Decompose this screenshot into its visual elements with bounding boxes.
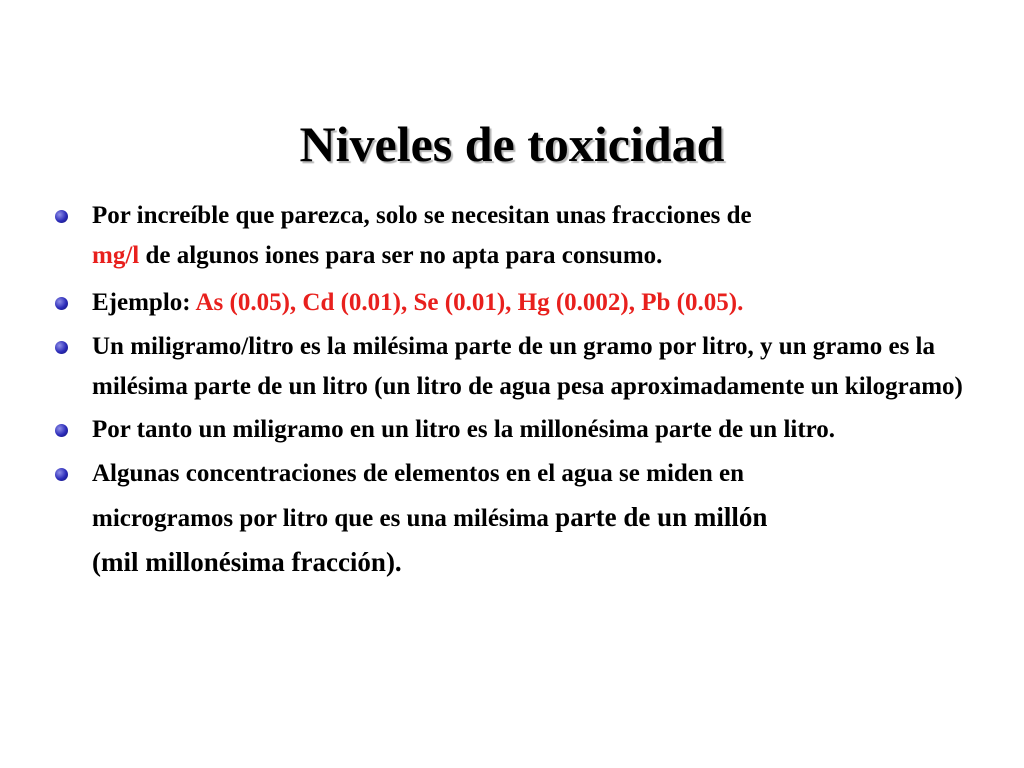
highlight-unit: mg/l bbox=[92, 242, 140, 269]
bullet-item bbox=[52, 283, 972, 323]
bullet-dot-icon bbox=[55, 468, 68, 481]
slide-title: Niveles de toxicidad bbox=[299, 116, 725, 172]
bullet-dot-icon bbox=[55, 297, 68, 310]
bullet-item bbox=[52, 327, 972, 407]
bullet-list bbox=[52, 196, 972, 584]
bullet-dot-icon bbox=[55, 341, 68, 354]
bullet-item bbox=[52, 196, 972, 276]
bullet-dot-icon bbox=[55, 424, 68, 437]
bullet-dot-icon bbox=[55, 210, 68, 223]
bullet-text: de algunos iones para ser no apta para consumo. bbox=[139, 242, 663, 269]
highlight-values: As (0.05), Cd (0.01), Se (0.01), Hg (0.002), Pb (0.05). bbox=[195, 289, 744, 316]
bullet-text: Un miligramo/litro es la milésima parte de un gramo por litro, y un gramo es la milésima parte de un litro (un litro de agua pesa aproximadamente un kilogramo) bbox=[92, 333, 963, 400]
bullet-text: Algunas concentraciones de elementos en el agua se miden en bbox=[92, 460, 745, 487]
bullet-text-large: (mil millonésima fracción). bbox=[92, 547, 402, 577]
bullet-text: Por increíble que parezca, solo se necesitan unas fracciones de bbox=[92, 202, 752, 229]
bullet-text: Por tanto un miligramo en un litro es la millonésima parte de un litro. bbox=[92, 416, 836, 443]
bullet-text: microgramos por litro que es una milésima bbox=[92, 505, 556, 532]
bullet-text-large: parte de un millón bbox=[555, 502, 768, 532]
bullet-item bbox=[52, 454, 972, 584]
bullet-text: Ejemplo: bbox=[92, 289, 196, 316]
bullet-item bbox=[52, 410, 972, 450]
